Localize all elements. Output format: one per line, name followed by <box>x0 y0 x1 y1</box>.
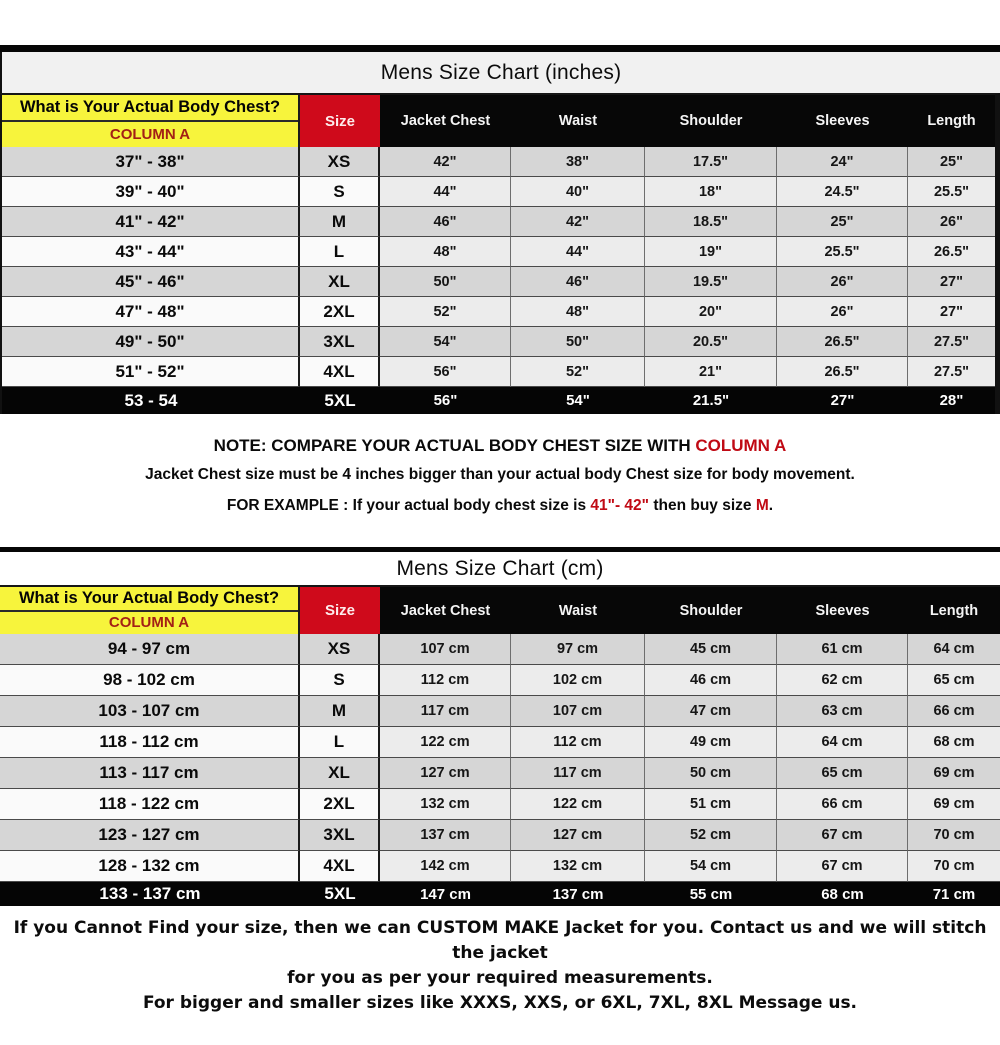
column-a-header-label: What is Your Actual Body Chest? <box>2 95 298 122</box>
measure-value-cell: 25" <box>777 207 908 237</box>
measure-value-cell: 26" <box>777 297 908 327</box>
note-line-1-highlight: COLUMN A <box>695 436 787 455</box>
cm-size-chart-section <box>0 547 1000 906</box>
chest-range-cell: 103 - 107 cm <box>0 696 300 727</box>
size-cell: M <box>300 207 380 237</box>
measure-value-cell: 40" <box>511 177 645 207</box>
size-cell: L <box>300 727 380 758</box>
note-line-3-text: FOR EXAMPLE : If your actual body chest size is <box>226 497 591 514</box>
chest-range-cell: 51" - 52" <box>2 357 300 387</box>
note-line-1 <box>0 436 1000 456</box>
measure-value-cell: 50 cm <box>645 758 777 789</box>
size-chart-page <box>0 45 1000 1045</box>
measure-value-cell: 56" <box>380 357 511 387</box>
measure-value-cell: 44" <box>380 177 511 207</box>
measure-value-cell: 42" <box>511 207 645 237</box>
measure-column-header: Jacket Chest <box>380 95 511 147</box>
size-cell: 3XL <box>300 327 380 357</box>
measure-value-cell: 21.5" <box>645 387 777 414</box>
note-line-3-size-range: 41"- 42" <box>590 497 650 514</box>
measure-value-cell: 137 cm <box>380 820 511 851</box>
measure-value-cell: 26" <box>908 207 995 237</box>
measure-value-cell: 102 cm <box>511 665 645 696</box>
measure-value-cell: 65 cm <box>777 758 908 789</box>
measure-value-cell: 52" <box>380 297 511 327</box>
measure-value-cell: 52" <box>511 357 645 387</box>
note-line-3-mid: then buy size <box>649 497 756 514</box>
measure-value-cell: 21" <box>645 357 777 387</box>
measure-value-cell: 17.5" <box>645 147 777 177</box>
measure-value-cell: 67 cm <box>777 851 908 882</box>
measure-value-cell: 107 cm <box>380 634 511 665</box>
measure-value-cell: 24.5" <box>777 177 908 207</box>
measure-value-cell: 64 cm <box>908 634 1000 665</box>
chest-range-cell: 37" - 38" <box>2 147 300 177</box>
measure-value-cell: 54" <box>380 327 511 357</box>
measure-value-cell: 51 cm <box>645 789 777 820</box>
measure-value-cell: 67 cm <box>777 820 908 851</box>
measure-value-cell: 71 cm <box>908 882 1000 906</box>
measure-value-cell: 112 cm <box>511 727 645 758</box>
measure-value-cell: 28" <box>908 387 995 414</box>
note-line-3 <box>0 497 1000 515</box>
measure-value-cell: 68 cm <box>777 882 908 906</box>
measure-column-header: Length <box>908 95 995 147</box>
top-divider-bar <box>0 45 1000 52</box>
measure-value-cell: 62 cm <box>777 665 908 696</box>
note-block <box>0 414 1000 547</box>
size-cell: 5XL <box>300 882 380 906</box>
measure-value-cell: 65 cm <box>908 665 1000 696</box>
measure-value-cell: 122 cm <box>511 789 645 820</box>
size-cell: L <box>300 237 380 267</box>
size-cell: S <box>300 665 380 696</box>
measure-value-cell: 26.5" <box>908 237 995 267</box>
measure-value-cell: 127 cm <box>511 820 645 851</box>
size-cell: 4XL <box>300 357 380 387</box>
cm-size-table <box>0 585 1000 906</box>
measure-value-cell: 69 cm <box>908 758 1000 789</box>
measure-value-cell: 24" <box>777 147 908 177</box>
size-cell: XS <box>300 634 380 665</box>
measure-value-cell: 27.5" <box>908 357 995 387</box>
measure-value-cell: 147 cm <box>380 882 511 906</box>
size-cell: XS <box>300 147 380 177</box>
measure-value-cell: 19.5" <box>645 267 777 297</box>
chest-range-cell: 98 - 102 cm <box>0 665 300 696</box>
measure-value-cell: 54 cm <box>645 851 777 882</box>
chest-range-cell: 128 - 132 cm <box>0 851 300 882</box>
footer-line: For bigger and smaller sizes like XXXS, XXS, or 6XL, 7XL, 8XL Message us. <box>142 993 858 1013</box>
measure-value-cell: 117 cm <box>380 696 511 727</box>
column-a-header-cell <box>2 95 300 147</box>
measure-value-cell: 54" <box>511 387 645 414</box>
measure-value-cell: 20.5" <box>645 327 777 357</box>
measure-value-cell: 55 cm <box>645 882 777 906</box>
measure-value-cell: 44" <box>511 237 645 267</box>
measure-value-cell: 132 cm <box>511 851 645 882</box>
chest-range-cell: 118 - 122 cm <box>0 789 300 820</box>
measure-value-cell: 69 cm <box>908 789 1000 820</box>
size-cell: 4XL <box>300 851 380 882</box>
measure-value-cell: 127 cm <box>380 758 511 789</box>
measure-value-cell: 122 cm <box>380 727 511 758</box>
chest-range-cell: 113 - 117 cm <box>0 758 300 789</box>
cm-chart-title: Mens Size Chart (cm) <box>0 552 1000 585</box>
column-a-header-label: What is Your Actual Body Chest? <box>0 587 298 612</box>
measure-value-cell: 20" <box>645 297 777 327</box>
chest-range-cell: 49" - 50" <box>2 327 300 357</box>
measure-value-cell: 26.5" <box>777 357 908 387</box>
chest-range-cell: 53 - 54 <box>2 387 300 414</box>
chest-range-cell: 45" - 46" <box>2 267 300 297</box>
measure-value-cell: 25" <box>908 147 995 177</box>
measure-value-cell: 19" <box>645 237 777 267</box>
measure-value-cell: 50" <box>380 267 511 297</box>
size-cell: S <box>300 177 380 207</box>
measure-value-cell: 26.5" <box>777 327 908 357</box>
measure-value-cell: 18.5" <box>645 207 777 237</box>
measure-value-cell: 66 cm <box>777 789 908 820</box>
size-column-header: Size <box>300 95 380 147</box>
measure-column-header: Waist <box>511 95 645 147</box>
measure-value-cell: 132 cm <box>380 789 511 820</box>
measure-value-cell: 47 cm <box>645 696 777 727</box>
measure-value-cell: 48" <box>511 297 645 327</box>
measure-value-cell: 46 cm <box>645 665 777 696</box>
measure-value-cell: 46" <box>511 267 645 297</box>
measure-value-cell: 27" <box>908 297 995 327</box>
size-cell: 3XL <box>300 820 380 851</box>
measure-value-cell: 38" <box>511 147 645 177</box>
measure-value-cell: 45 cm <box>645 634 777 665</box>
measure-value-cell: 63 cm <box>777 696 908 727</box>
note-line-3-period: . <box>768 497 774 514</box>
measure-column-header: Shoulder <box>645 587 777 634</box>
measure-column-header: Length <box>908 587 1000 634</box>
measure-value-cell: 25.5" <box>777 237 908 267</box>
footer-line: If you Cannot Find your size, then we can CUSTOM MAKE Jacket for you. Contact us and we will stitch the jacket <box>13 918 987 963</box>
measure-value-cell: 42" <box>380 147 511 177</box>
measure-value-cell: 107 cm <box>511 696 645 727</box>
measure-value-cell: 61 cm <box>777 634 908 665</box>
measure-value-cell: 49 cm <box>645 727 777 758</box>
size-cell: 5XL <box>300 387 380 414</box>
column-a-subheader-label: COLUMN A <box>108 614 190 632</box>
measure-value-cell: 27" <box>908 267 995 297</box>
size-column-header: Size <box>300 587 380 634</box>
chest-range-cell: 94 - 97 cm <box>0 634 300 665</box>
measure-value-cell: 56" <box>380 387 511 414</box>
chest-range-cell: 39" - 40" <box>2 177 300 207</box>
chest-range-cell: 41" - 42" <box>2 207 300 237</box>
measure-value-cell: 26" <box>777 267 908 297</box>
measure-column-header: Shoulder <box>645 95 777 147</box>
measure-value-cell: 25.5" <box>908 177 995 207</box>
measure-value-cell: 68 cm <box>908 727 1000 758</box>
measure-value-cell: 137 cm <box>511 882 645 906</box>
measure-value-cell: 48" <box>380 237 511 267</box>
note-line-3-size-letter: M <box>755 497 769 514</box>
chest-range-cell: 118 - 112 cm <box>0 727 300 758</box>
chest-range-cell: 133 - 137 cm <box>0 882 300 906</box>
size-cell: 2XL <box>300 297 380 327</box>
measure-value-cell: 18" <box>645 177 777 207</box>
measure-value-cell: 27.5" <box>908 327 995 357</box>
chest-range-cell: 43" - 44" <box>2 237 300 267</box>
footer-note <box>0 906 1000 1016</box>
size-cell: XL <box>300 758 380 789</box>
measure-value-cell: 66 cm <box>908 696 1000 727</box>
column-a-header-cell <box>0 587 300 634</box>
measure-value-cell: 64 cm <box>777 727 908 758</box>
measure-column-header: Waist <box>511 587 645 634</box>
chest-range-cell: 47" - 48" <box>2 297 300 327</box>
measure-value-cell: 46" <box>380 207 511 237</box>
measure-value-cell: 97 cm <box>511 634 645 665</box>
measure-value-cell: 112 cm <box>380 665 511 696</box>
measure-value-cell: 70 cm <box>908 851 1000 882</box>
column-a-subheader-label: COLUMN A <box>109 126 191 143</box>
note-line-1-text: NOTE: COMPARE YOUR ACTUAL BODY CHEST SIZE WITH <box>213 436 696 455</box>
measure-value-cell: 70 cm <box>908 820 1000 851</box>
inches-chart-title: Mens Size Chart (inches) <box>0 52 1000 93</box>
measure-value-cell: 27" <box>777 387 908 414</box>
measure-value-cell: 50" <box>511 327 645 357</box>
inches-size-chart-section <box>0 45 1000 414</box>
size-cell: XL <box>300 267 380 297</box>
footer-line: for you as per your required measurements. <box>287 968 713 988</box>
size-cell: 2XL <box>300 789 380 820</box>
chest-range-cell: 123 - 127 cm <box>0 820 300 851</box>
measure-value-cell: 142 cm <box>380 851 511 882</box>
inches-size-table <box>0 93 1000 414</box>
measure-value-cell: 117 cm <box>511 758 645 789</box>
note-line-2: Jacket Chest size must be 4 inches bigger than your actual body Chest size for body movement. <box>145 466 855 483</box>
measure-column-header: Sleeves <box>777 587 908 634</box>
measure-value-cell: 52 cm <box>645 820 777 851</box>
measure-column-header: Sleeves <box>777 95 908 147</box>
measure-column-header: Jacket Chest <box>380 587 511 634</box>
size-cell: M <box>300 696 380 727</box>
